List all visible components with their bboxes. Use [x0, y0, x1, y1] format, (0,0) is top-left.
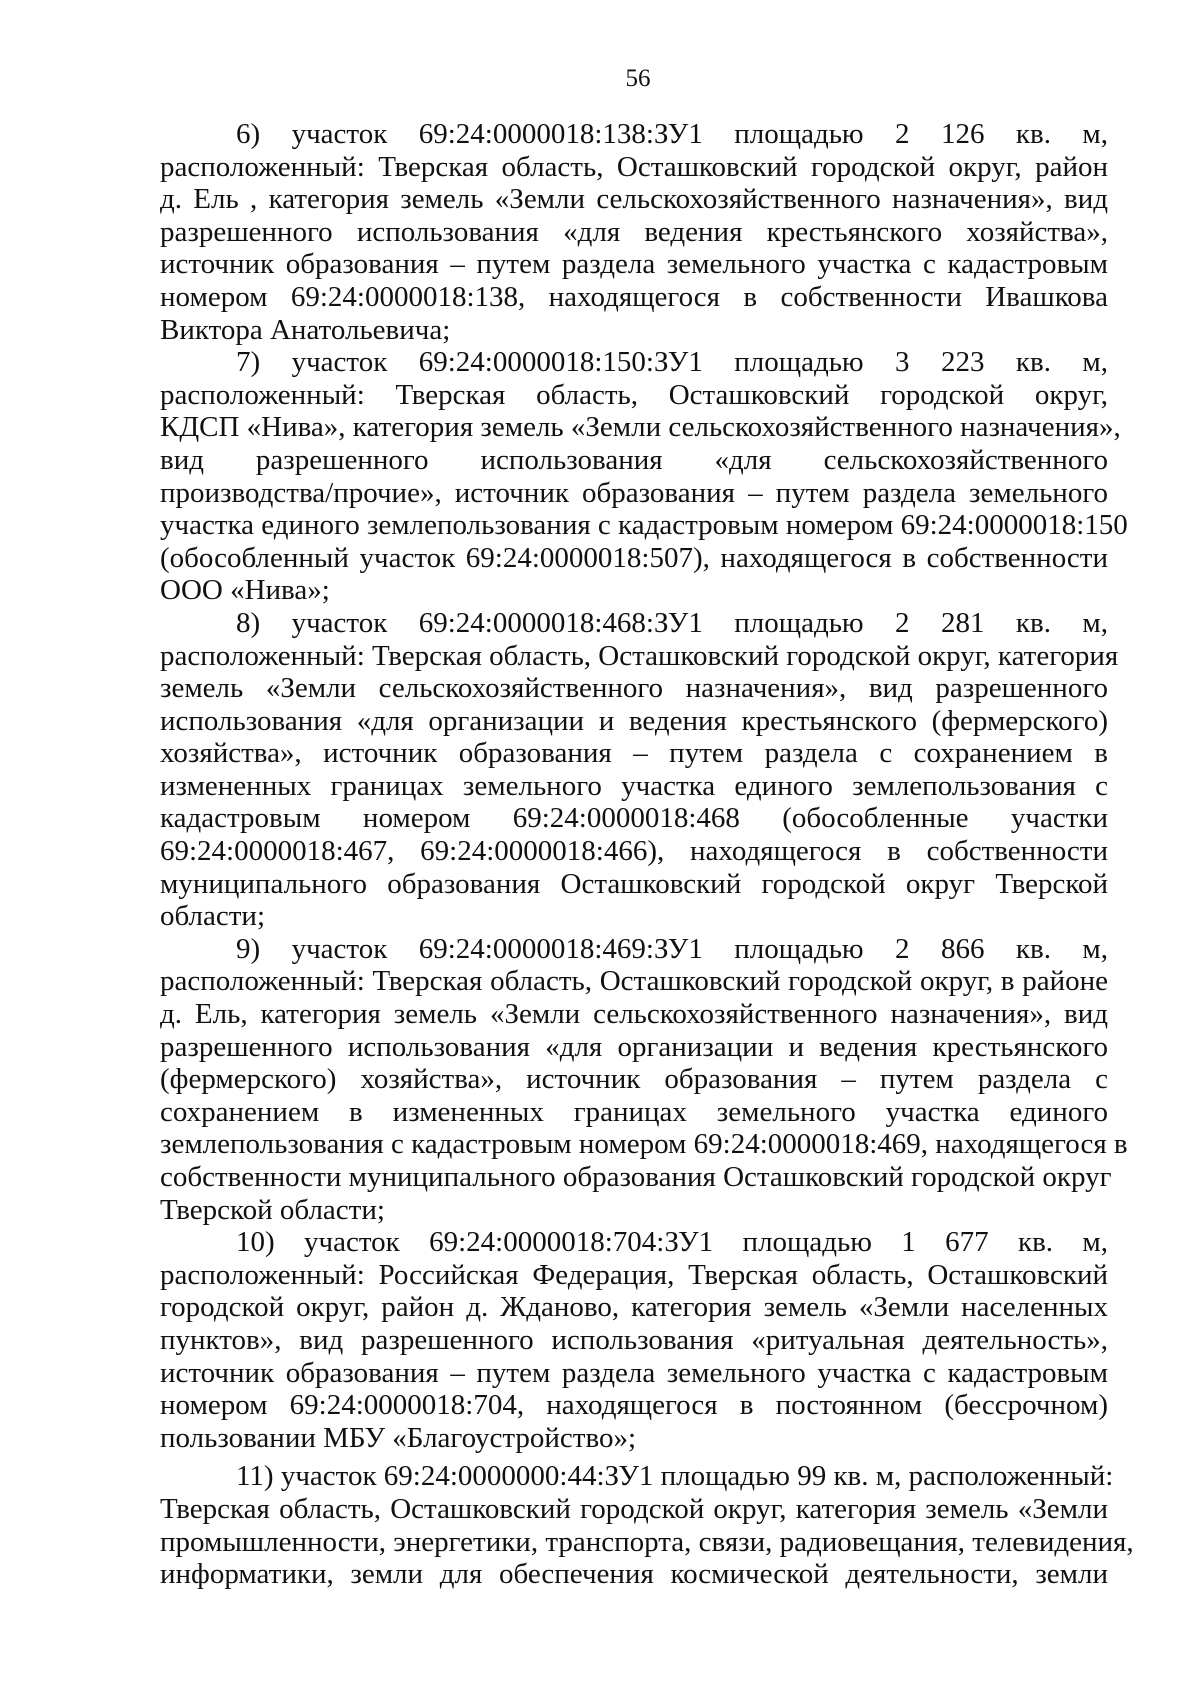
text-line: промышленности, энергетики, транспорта, связи, радиовещания, телевидения, [160, 1525, 1134, 1558]
text-line: (обособленный участок 69:24:0000018:507), находящегося в собственности [160, 541, 1108, 574]
text-line: землепользования с кадастровым номером 69:24:0000018:469, находящегося в [160, 1128, 1128, 1161]
text-line: КДСП «Нива», категория земель «Земли сельскохозяйственного назначения», [160, 411, 1121, 444]
text-line: Тверской области; [160, 1193, 385, 1226]
text-line: разрешенного использования «для ведения крестьянского хозяйства», [160, 215, 1108, 248]
text-line: использования «для организации и ведения крестьянского (фермерского) [160, 704, 1108, 737]
text-line: 69:24:0000018:467, 69:24:0000018:466), находящегося в собственности [160, 835, 1108, 868]
text-line: области; [160, 900, 265, 933]
text-line: номером 69:24:0000018:704, находящегося в постоянном (бессрочном) [160, 1389, 1108, 1422]
text-line: информатики, земли для обеспечения космической деятельности, земли [160, 1558, 1108, 1591]
text-line: д. Ель , категория земель «Земли сельскохозяйственного назначения», вид [160, 183, 1108, 216]
text-line: расположенный: Тверская область, Осташковский городской округ, в районе [160, 965, 1108, 998]
page-number: 56 [625, 65, 651, 92]
text-line: 7) участок 69:24:0000018:150:ЗУ1 площадью 3 223 кв. м, [236, 346, 1108, 379]
text-line: сохранением в измененных границах земельного участка единого [160, 1095, 1108, 1128]
text-line: номером 69:24:0000018:138, находящегося в собственности Ивашкова [160, 280, 1108, 313]
text-line: 11) участок 69:24:0000000:44:ЗУ1 площадью 99 кв. м, расположенный: [236, 1460, 1114, 1493]
list-item-item-11 [160, 1460, 1134, 1591]
text-line: 10) участок 69:24:0000018:704:ЗУ1 площадью 1 677 кв. м, [236, 1226, 1108, 1259]
document-body [160, 118, 1134, 1591]
text-line: собственности муниципального образования Осташковский городской округ [160, 1161, 1112, 1193]
text-line: расположенный: Тверская область, Осташковский городской округ, категория [160, 639, 1119, 672]
list-item-item-8 [160, 606, 1119, 933]
text-line: измененных границах земельного участка единого землепользования с [160, 769, 1108, 802]
text-line: Тверская область, Осташковский городской округ, категория земель «Земли [160, 1492, 1108, 1525]
text-line: кадастровым номером 69:24:0000018:468 (обособленные участки [160, 802, 1108, 835]
text-line: расположенный: Российская Федерация, Тверская область, Осташковский [160, 1258, 1108, 1291]
text-line: Виктора Анатольевича; [160, 313, 451, 346]
text-line: разрешенного использования «для организации и ведения крестьянского [160, 1030, 1108, 1063]
text-line: 8) участок 69:24:0000018:468:ЗУ1 площадью 2 281 кв. м, [236, 606, 1108, 639]
text-line: 6) участок 69:24:0000018:138:ЗУ1 площадью 2 126 кв. м, [236, 118, 1108, 150]
list-item-item-6 [160, 118, 1108, 346]
text-line: ООО «Нива»; [160, 574, 330, 607]
list-item-item-7 [160, 346, 1128, 607]
text-line: пунктов», вид разрешенного использования «ритуальная деятельность», [160, 1323, 1108, 1356]
text-line: (фермерского) хозяйства», источник образования – путем раздела с [160, 1063, 1108, 1096]
text-line: городской округ, район д. Жданово, категория земель «Земли населенных [160, 1291, 1108, 1324]
text-line: участка единого землепользования с кадастровым номером 69:24:0000018:150 [160, 509, 1128, 542]
text-line: хозяйства», источник образования – путем раздела с сохранением в [160, 737, 1108, 770]
text-line: муниципального образования Осташковский городской округ Тверской [160, 867, 1108, 900]
text-line: 9) участок 69:24:0000018:469:ЗУ1 площадью 2 866 кв. м, [236, 932, 1108, 965]
text-line: земель «Земли сельскохозяйственного назначения», вид разрешенного [160, 672, 1108, 705]
list-item-item-10 [160, 1226, 1108, 1454]
text-line: расположенный: Тверская область, Осташковский городской округ, район [160, 150, 1108, 183]
text-line: расположенный: Тверская область, Осташковский городской округ, [160, 378, 1108, 411]
text-line: источник образования – путем раздела земельного участка с кадастровым [160, 248, 1108, 281]
text-line: пользовании МБУ «Благоустройство»; [160, 1421, 637, 1454]
text-line: вид разрешенного использования «для сельскохозяйственного [160, 443, 1108, 476]
text-line: д. Ель, категория земель «Земли сельскохозяйственного назначения», вид [160, 998, 1108, 1031]
text-line: производства/прочие», источник образования – путем раздела земельного [160, 476, 1108, 509]
list-item-item-9 [160, 932, 1128, 1226]
text-line: источник образования – путем раздела земельного участка с кадастровым [160, 1356, 1108, 1389]
